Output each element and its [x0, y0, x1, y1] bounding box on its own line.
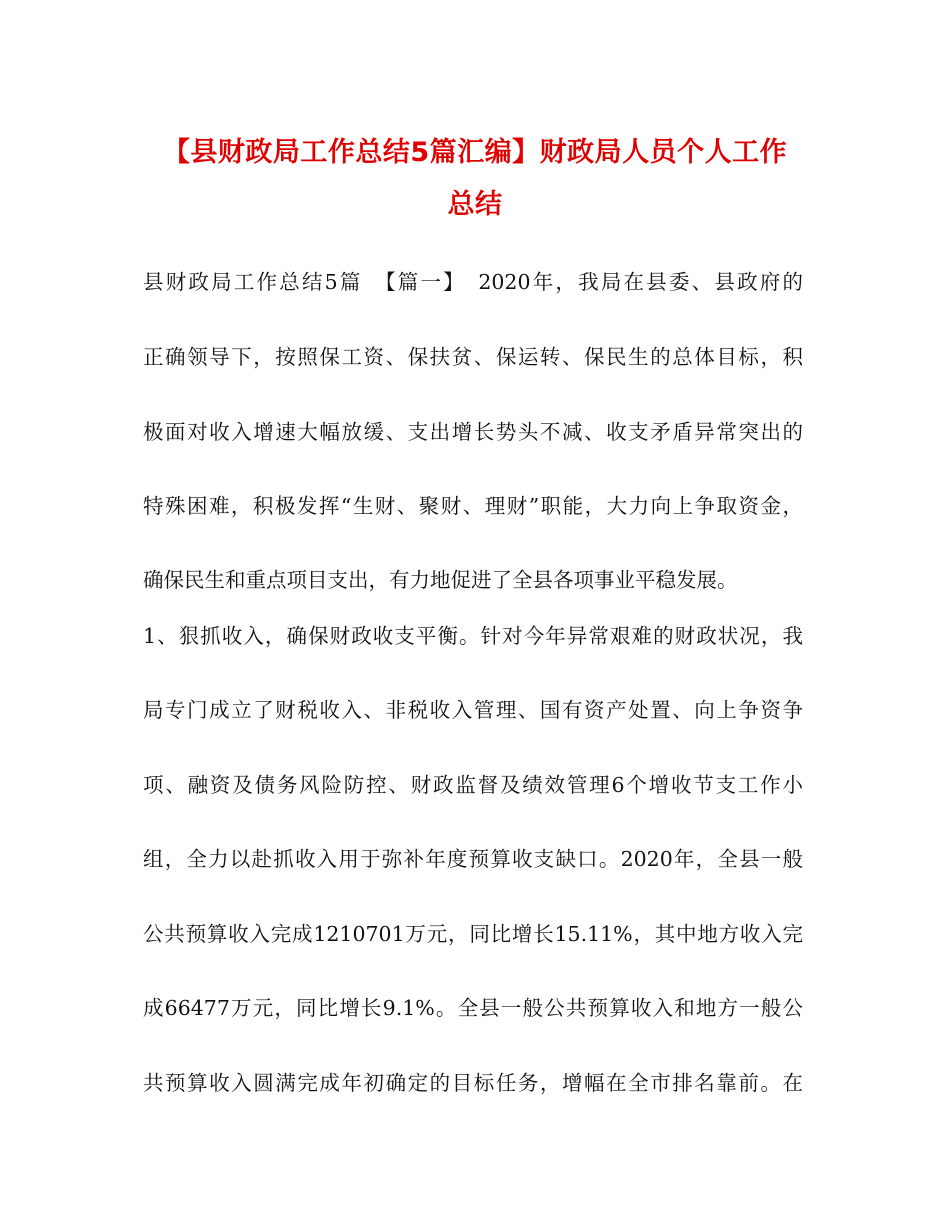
- body-line: 局专门成立了财税收入、非税收入管理、国有资产处置、向上争资争: [143, 698, 803, 722]
- body-line: 共预算收入圆满完成年初确定的目标任务，增幅在全市排名靠前。在: [143, 1071, 803, 1095]
- body-line: 项、融资及债务风险防控、财政监督及绩效管理6个增收节支工作小: [143, 773, 803, 797]
- body-line: 确保民生和重点项目支出，有力地促进了全县各项事业平稳发展。: [143, 568, 738, 592]
- document-title-line-1: 【县财政局工作总结5篇汇编】财政局人员个人工作: [162, 137, 788, 168]
- body-line: 1、狠抓收入，确保财政收支平衡。针对今年异常艰难的财政状况，我: [143, 624, 803, 648]
- body-line: 县财政局工作总结5篇 【篇一】 2020年，我局在县委、县政府的: [143, 270, 803, 294]
- body-line: 组，全力以赴抓收入用于弥补年度预算收支缺口。2020年，全县一般: [143, 847, 803, 871]
- body-line: 公共预算收入完成1210701万元，同比增长15.11%，其中地方收入完: [143, 922, 803, 946]
- body-line: 特殊困难，积极发挥“生财、聚财、理财”职能，大力向上争取资金，: [143, 494, 803, 518]
- body-line: 成66477万元，同比增长9.1%。全县一般公共预算收入和地方一般公: [143, 996, 803, 1020]
- body-line: 正确领导下，按照保工资、保扶贫、保运转、保民生的总体目标，积: [143, 345, 803, 369]
- document-title-line-2: 总结: [447, 189, 503, 220]
- body-line: 极面对收入增速大幅放缓、支出增长势头不减、收支矛盾异常突出的: [143, 420, 803, 444]
